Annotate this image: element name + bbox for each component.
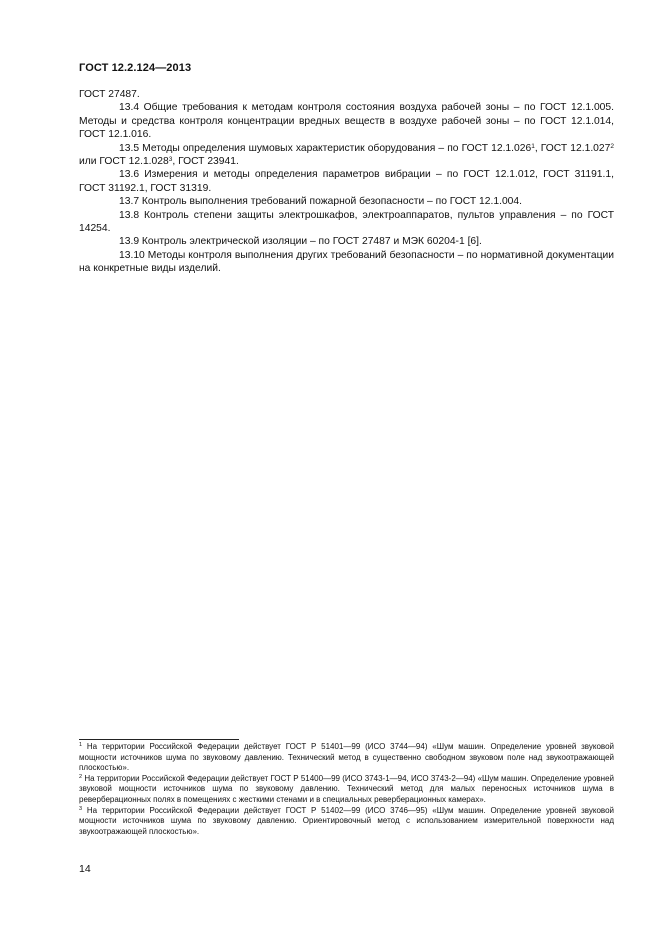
document-header: ГОСТ 12.2.124—2013 — [79, 62, 192, 74]
footnote-mark-2: 2 — [79, 773, 83, 780]
paragraph-13-4: 13.4 Общие требования к методам контроля состояния воздуха рабочей зоны – по ГОСТ 12.1.005. Методы и средства контроля концентрации вредных веществ в воздухе рабочей зоны – по ГОСТ 12.1.014, ГОСТ 12.1.016. — [79, 102, 614, 141]
page-number: 14 — [79, 863, 91, 875]
paragraph-13-8: 13.8 Контроль степени защиты электрошкафов, электроаппаратов, пультов управления – по ГОСТ 14254. — [79, 209, 614, 235]
paragraph-13-5-part-a: 13.5 Методы определения шумовых характеристик оборудования – по ГОСТ 12.1.026 — [119, 142, 532, 154]
footnote-text-2: На территории Российской Федерации действует ГОСТ Р 51400—99 (ИСО 3743-1—94, ИСО 3743-2—94) «Шум машин. Определение уровней звуковой мощности источников шума по звуковому давлению. Технический метод для малых переносных источников шума в реверберационных полях в помещениях с жесткими стенами и в специальных реверберационных камерах». — [79, 773, 614, 804]
paragraph-13-6: 13.6 Измерения и методы определения параметров вибрации – по ГОСТ 12.1.012, ГОСТ 31191.1, ГОСТ 31192.1, ГОСТ 31319. — [79, 169, 614, 194]
paragraph-13-5-part-d: , ГОСТ 23941. — [172, 156, 239, 168]
paragraph-13-10: 13.10 Методы контроля выполнения других требований безопасности – по нормативной документации на конкретные виды изделий. — [79, 249, 614, 275]
paragraph-continuation: ГОСТ 27487. — [79, 89, 140, 100]
footnote-mark-1: 1 — [79, 742, 83, 748]
footnote-text-3: На территории Российской Федерации действует ГОСТ Р 51402—99 (ИСО 3746—95) «Шум машин. Определение уровней звуковой мощности источников шума по звуковому давлению. Ориентировочный метод с использованием измерительной поверхности над звукоотражающей плоскостью». — [79, 805, 614, 836]
footnote-divider — [79, 739, 239, 740]
footnote-ref-3: 3 — [168, 156, 173, 164]
paragraph-13-5-part-c: или ГОСТ 12.1.028 — [79, 156, 169, 168]
footnotes — [79, 742, 614, 837]
footnote-1 — [79, 742, 614, 774]
footnote-mark-3: 3 — [79, 805, 83, 812]
paragraph-13-9: 13.9 Контроль электрической изоляции – по ГОСТ 27487 и МЭК 60204-1 [6]. — [119, 236, 482, 248]
paragraph-13-7: 13.7 Контроль выполнения требований пожарной безопасности – по ГОСТ 12.1.004. — [119, 196, 522, 208]
paragraph-13-5 — [79, 142, 614, 169]
footnote-3 — [79, 806, 614, 838]
footnote-text-1: На территории Российской Федерации действует ГОСТ Р 51401—99 (ИСО 3744—94) «Шум машин. Определение уровней звуковой мощности источников шума по звуковому давлению. Технический метод в существенно свободном звуковом поле над звукоотражающей плоскостью». — [79, 742, 614, 773]
paragraph-13-5-part-b: , ГОСТ 12.1.027 — [534, 142, 611, 154]
footnote-2 — [79, 774, 614, 806]
body-text — [79, 88, 614, 276]
footnote-ref-2: 2 — [610, 142, 614, 150]
footnote-ref-1: 1 — [531, 142, 535, 150]
